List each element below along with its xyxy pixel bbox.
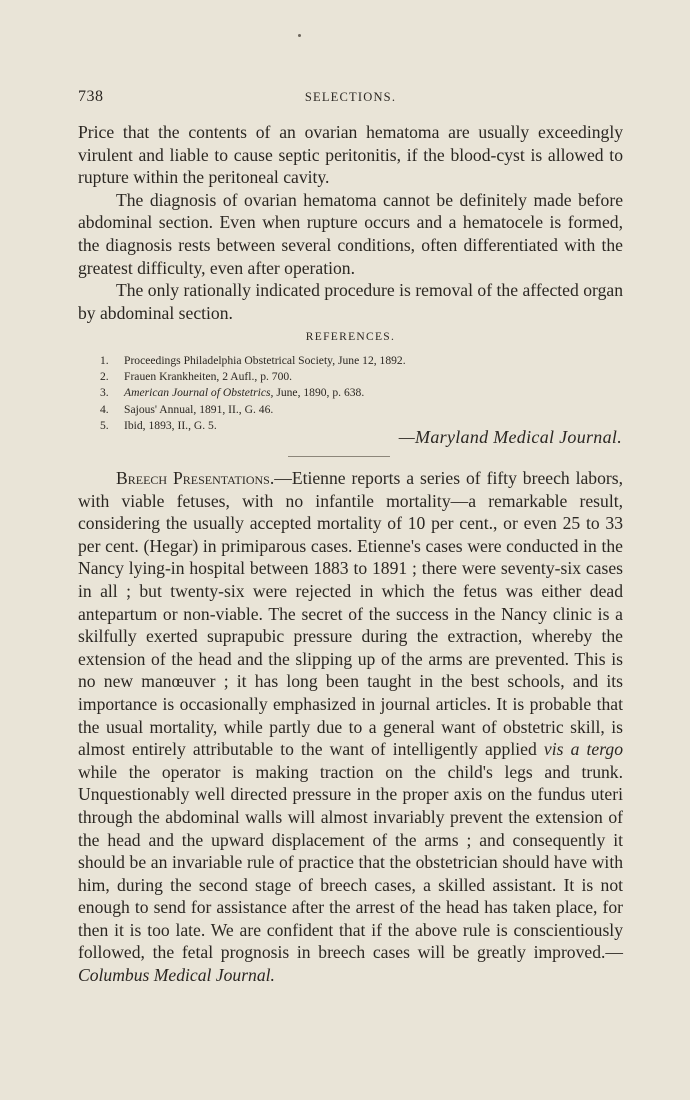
page-header [78,88,623,110]
reference-text: Frauen Krankheiten, 2 Aufl., p. 700. [124,370,293,384]
reference-number: 2. [100,370,109,384]
print-speck [298,34,301,37]
reference-journal-title: American Journal of Obstetrics, [124,386,274,400]
source-prefix: — [605,942,623,963]
reference-number: 3. [100,386,109,400]
reference-item [78,353,623,369]
references-heading: REFERENCES. [305,331,396,343]
reference-item [78,402,623,418]
section-divider [288,456,390,457]
section-title: Breech Presentations. [116,468,275,488]
running-head: SELECTIONS. [304,90,397,104]
source-citation: —Maryland Medical Journal. [398,427,622,447]
reference-text: Sajous' Annual, 1891, II., G. 46. [124,402,274,416]
reference-item [78,369,623,385]
body-text: while the operator is making traction on the child's legs and trunk. Unquestionably well directed pressure in the proper axis on the fundus uteri through the abdominal walls will almost invariably prevent the extension of the head and the upward displacement of the arms ; and consequently it should be an invariable rule of practice that the obstetrician should have with him, during the second stage of breech cases, a skilled assistant. It is not enough to send for assistance after the arrest of the head has taken place, for then it is too late. We are confident that if the above rule is conscientiously followed, the fetal prognosis in breech cases will be greatly improved. [78,761,623,963]
reference-number: 4. [100,402,109,416]
latin-phrase: vis a tergo [543,739,623,760]
paragraph [78,467,623,987]
reference-text: Ibid, 1893, II., G. 5. [124,418,217,432]
paragraph: Price that the contents of an ovarian hematoma are usually exceedingly virulent and liable to cause septic peritonitis, if the blood-cyst is allowed to rupture within the peritoneal cavity. [78,122,623,188]
references-section [78,331,623,434]
reference-number: 5. [100,418,109,432]
source-citation: Columbus Medical Journal. [78,965,275,986]
page-number: 738 [78,88,104,105]
references-list [78,353,623,434]
body-text: —Etienne reports a series of fifty breech labors, with viable fetuses, with no infantile mortality—a remarkable result, considering the usually accepted mortality of 10 per cent., or even 25 to 33 per cent. (Hegar) in primiparous cases. Etienne's cases were conducted in the Nancy lying-in hospital between 1883 to 1891 ; there were seventy-six cases in all ; but twenty-six were rejected in which the fetus was either dead antepartum or non-viable. The secret of the success in the Nancy clinic is a skilfully exerted suprapubic pressure during the extraction, whereby the extension of the head and the slipping up of the arms are prevented. This is no new manœuver ; it has long been taught in the best schools, and its importance is occasionally emphasized in journal articles. It is probable that the usual mortality, while partly due to a general want of obstetric skill, is almost entirely attributable to the want of intelligently applied [78,468,624,760]
reference-item [78,385,623,401]
paragraph: The diagnosis of ovarian hematoma cannot be definitely made before abdominal section. Even when rupture occurs and a hematocele is formed, the diagnosis rests between several conditions, often differentiated with the greatest difficulty, even after operation. [78,189,623,278]
reference-text: June, 1890, p. 638. [273,386,365,400]
section-ovarian-hematoma [78,121,623,324]
reference-number: 1. [100,354,109,367]
section-breech-presentations [78,467,623,987]
reference-text: Proceedings Philadelphia Obstetrical Society, June 12, 1892. [124,354,406,367]
paragraph: The only rationally indicated procedure is removal of the affected organ by abdominal section. [78,280,623,323]
